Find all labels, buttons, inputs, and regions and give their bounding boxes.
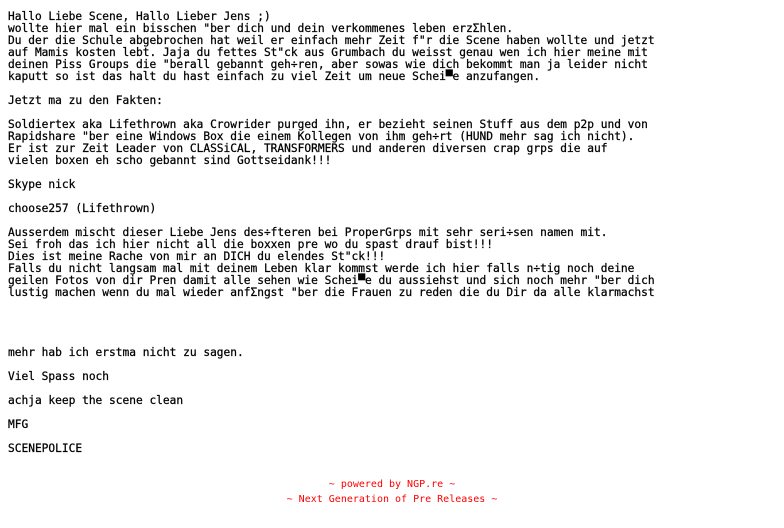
tagline-text: ~ Next Generation of Pre Releases ~ bbox=[286, 494, 498, 505]
powered-by-text: ~ powered by NGP.re ~ bbox=[328, 479, 456, 490]
text-line: Hallo Liebe Scene, Hallo Lieber Jens ;) bbox=[8, 10, 271, 23]
revenge-paragraph bbox=[8, 227, 784, 299]
facts-heading bbox=[8, 95, 784, 107]
text-line: Ausserdem mischt dieser Liebe Jens des÷fteren bei ProperGrps mit sehr seri÷sen namen mit. bbox=[8, 226, 608, 239]
text-line: kaputt so ist das halt du hast einfach zu viel Zeit um neue Schei▀e anzufangen. bbox=[8, 70, 541, 83]
text-line: lustig machen wenn du mal wieder anfΣngst "ber die Frauen zu reden die du Dir da alle klarmachst bbox=[8, 286, 655, 299]
text-line: Jetzt ma zu den Fakten: bbox=[8, 94, 163, 107]
facts-paragraph bbox=[8, 119, 784, 167]
text-line: Skype nick bbox=[8, 178, 76, 191]
text-line: Du der die Schule abgebrochen hat weil er einfach mehr Zeit f"r die Scene haben wollte und jetzt bbox=[8, 34, 655, 47]
text-line: Soldiertex aka Lifethrown aka Crowrider purged ihn, er bezieht seinen Stuff aus dem p2p und von bbox=[8, 118, 648, 131]
text-line: Dies ist meine Rache von mir an DICH du elendes St"ck!!! bbox=[8, 250, 386, 263]
text-line: geilen Fotos von dir Pren damit alle sehen wie Schei▀e du aussiehst und sich noch mehr "ber dich bbox=[8, 274, 655, 287]
text-line: Sei froh das ich hier nicht all die boxxen pre wo du spast drauf bist!!! bbox=[8, 238, 493, 251]
text-line: wollte hier mal ein bisschen "ber dich und dein verkommenes leben erzΣhlen. bbox=[8, 22, 514, 35]
skype-label bbox=[8, 179, 784, 191]
closing-line: Viel Spass noch bbox=[8, 370, 110, 383]
spacer bbox=[8, 311, 784, 347]
nfo-document bbox=[8, 11, 784, 467]
text-line: Falls du nicht langsam mal mit deinem Leben klar kommst werde ich hier falls n÷tig noch deine bbox=[8, 262, 635, 275]
text-line: choose257 (Lifethrown) bbox=[8, 202, 157, 215]
skype-value bbox=[8, 203, 784, 215]
text-line: auf Mamis kosten lebt. Jaja du fettes St"ck aus Grumbach du weisst genau wen ich hier meine mit bbox=[8, 46, 648, 59]
closing-line: mehr hab ich erstma nicht zu sagen. bbox=[8, 346, 244, 359]
text-line: deinen Piss Groups die "berall gebannt geh÷ren, aber sowas wie dich bekommt man ja leider nicht bbox=[8, 58, 648, 71]
powered-by-footer bbox=[0, 477, 784, 507]
text-line: Er ist zur Zeit Leader von CLASSiCAL, TRANSFORMERS und anderen diversen crap grps die auf bbox=[8, 142, 608, 155]
intro-paragraph bbox=[8, 11, 784, 83]
text-line: Rapidshare "ber eine Windows Box die einem Kollegen von ihm geh÷rt (HUND mehr sag ich nicht). bbox=[8, 130, 635, 143]
signature: SCENEPOLICE bbox=[8, 442, 83, 455]
closing-line: achja keep the scene clean bbox=[8, 394, 184, 407]
closing-line: MFG bbox=[8, 418, 29, 431]
text-line: vielen boxen eh scho gebannt sind Gottseidank!!! bbox=[8, 154, 332, 167]
